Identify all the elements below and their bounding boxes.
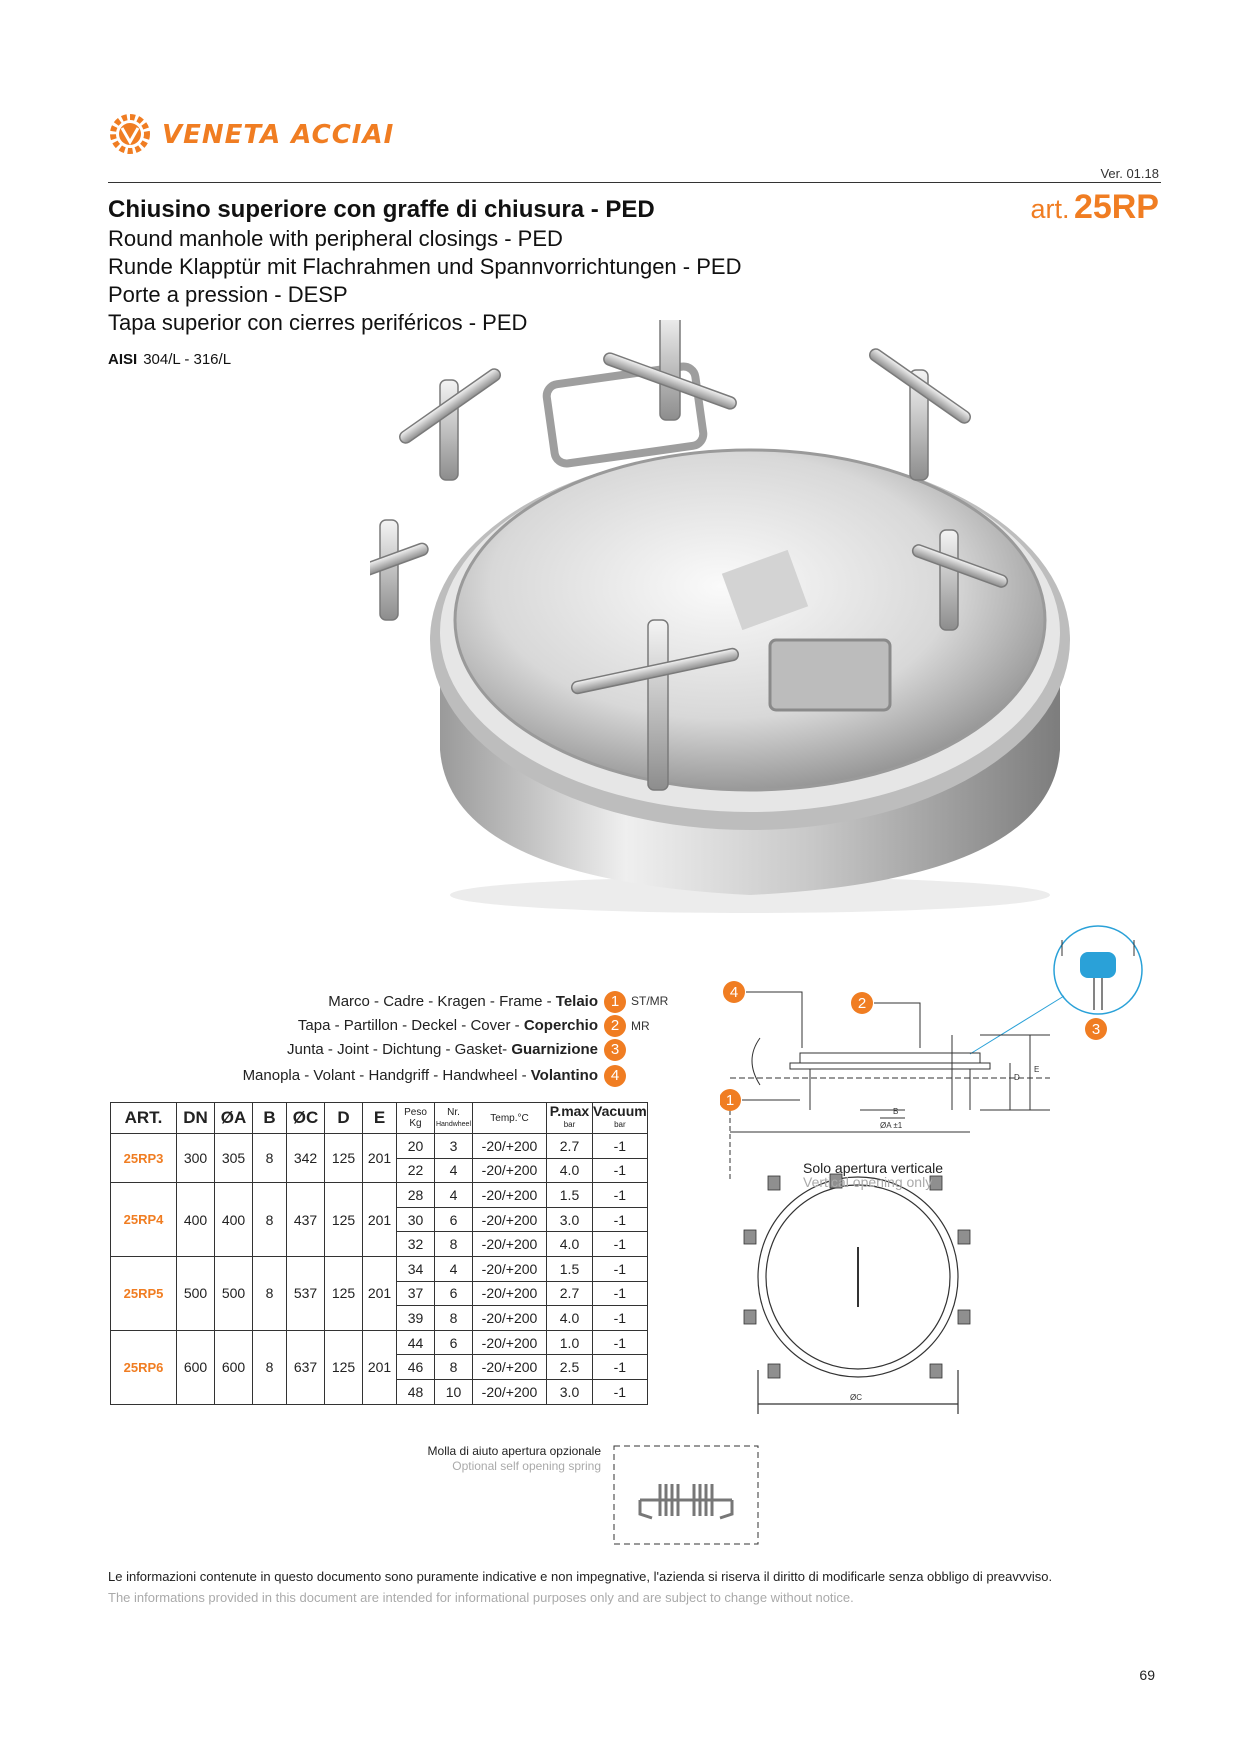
dim-cell-d: 125 <box>325 1183 363 1257</box>
cell-pmax: 2.7 <box>547 1281 593 1306</box>
technical-drawing <box>720 920 1160 1500</box>
col-e: E <box>363 1103 397 1134</box>
legend-bold: Coperchio <box>523 1017 598 1034</box>
cell-vac: -1 <box>593 1207 648 1232</box>
legend-text: Tapa - Partillon - Deckel - Cover - <box>297 1017 524 1034</box>
col-vacuum-label: Vacuum <box>593 1103 647 1119</box>
callout-4: 4 <box>729 984 739 1001</box>
dim-label-d: D <box>1014 1073 1020 1082</box>
title-it: Chiusino superiore con graffe di chiusura - PED <box>108 196 655 223</box>
brand-name: VENETA ACCIAI <box>162 120 395 150</box>
cell-temp: -20/+200 <box>473 1232 547 1257</box>
cell-pmax: 4.0 <box>547 1306 593 1331</box>
cell-peso: 28 <box>397 1183 435 1208</box>
dim-cell-dn: 500 <box>177 1256 215 1330</box>
legend-bold: Guarnizione <box>511 1041 598 1058</box>
cell-vac: -1 <box>593 1256 648 1281</box>
title-es: Tapa superior con cierres periféricos - PED <box>108 310 528 335</box>
callout-4-badge: 4 <box>604 1065 626 1087</box>
side-view <box>730 1035 1050 1180</box>
dim-cell-b: 8 <box>253 1256 287 1330</box>
cell-nr: 4 <box>435 1256 473 1281</box>
table-row <box>111 1256 648 1281</box>
dim-cell-a: 500 <box>215 1256 253 1330</box>
cell-temp: -20/+200 <box>473 1158 547 1183</box>
cell-temp: -20/+200 <box>473 1379 547 1404</box>
callout-2-badge: 2 <box>604 1015 626 1037</box>
cell-vac: -1 <box>593 1330 648 1355</box>
cell-pmax: 1.0 <box>547 1330 593 1355</box>
callout-3: 3 <box>1091 1021 1101 1038</box>
col-art: ART. <box>111 1103 177 1134</box>
dim-cell-dn: 600 <box>177 1330 215 1404</box>
cell-peso: 37 <box>397 1281 435 1306</box>
legend-text: Junta - Joint - Dichtung - Gasket- <box>287 1041 512 1058</box>
callout-1-badge: 1 <box>604 991 626 1013</box>
cell-temp: -20/+200 <box>473 1281 547 1306</box>
cell-pmax: 3.0 <box>547 1207 593 1232</box>
cell-vac: -1 <box>593 1306 648 1331</box>
vertical-opening-it: Solo apertura verticale <box>803 1160 944 1176</box>
cell-vac: -1 <box>593 1183 648 1208</box>
disclaimer-en: The informations provided in this document are intended for informational purposes only and are subject to change without notice. <box>108 1590 854 1605</box>
callout-2: 2 <box>857 995 867 1012</box>
callout-3-badge: 3 <box>604 1039 626 1061</box>
cell-temp: -20/+200 <box>473 1134 547 1159</box>
legend-item-frame <box>328 993 598 1010</box>
legend-tag: ST/MR <box>631 994 669 1008</box>
spring-illustration <box>612 1444 760 1546</box>
cell-temp: -20/+200 <box>473 1306 547 1331</box>
col-dn: DN <box>177 1103 215 1134</box>
dim-cell-a: 305 <box>215 1134 253 1183</box>
cell-pmax: 3.0 <box>547 1379 593 1404</box>
dim-cell-b: 8 <box>253 1134 287 1183</box>
col-vacuum-sub: bar <box>614 1120 626 1129</box>
vertical-opening-en: Vertical opening only <box>803 1174 933 1190</box>
col-d: D <box>325 1103 363 1134</box>
dim-cell-e: 201 <box>363 1183 397 1257</box>
col-pmax <box>547 1103 593 1134</box>
col-pmax-label: P.max <box>549 1103 590 1119</box>
dim-label-e: E <box>1034 1065 1040 1074</box>
spec-table-body <box>111 1134 648 1405</box>
cell-nr: 4 <box>435 1158 473 1183</box>
article-number: 25RP <box>1073 188 1159 226</box>
cell-pmax: 4.0 <box>547 1232 593 1257</box>
dim-cell-c: 537 <box>287 1256 325 1330</box>
legend-text: Marco - Cadre - Kragen - Frame - <box>328 993 556 1010</box>
cell-nr: 8 <box>435 1232 473 1257</box>
cell-temp: -20/+200 <box>473 1355 547 1380</box>
col-nr-label: Nr. <box>447 1106 460 1118</box>
dim-cell-b: 8 <box>253 1330 287 1404</box>
col-a: ØA <box>215 1103 253 1134</box>
manhole-photo <box>370 320 1130 920</box>
col-nr <box>435 1103 473 1134</box>
page-number: 69 <box>1139 1667 1155 1683</box>
dim-cell-d: 125 <box>325 1256 363 1330</box>
article-cell: 25RP6 <box>111 1330 177 1404</box>
legend-bold: Telaio <box>555 993 598 1010</box>
dim-label-c: ØC <box>850 1393 862 1402</box>
dim-cell-e: 201 <box>363 1256 397 1330</box>
cell-peso: 32 <box>397 1232 435 1257</box>
top-view <box>720 1177 958 1414</box>
cell-nr: 6 <box>435 1330 473 1355</box>
legend-text: Manopla - Volant - Handgriff - Handwheel - <box>242 1067 531 1084</box>
legend-item-handwheel <box>243 1067 598 1084</box>
dim-cell-c: 637 <box>287 1330 325 1404</box>
disclaimer-it: Le informazioni contenute in questo documento sono puramente indicative e non impegnative, l'azienda si riserva il diritto di modificarle senza obbligo di preavvviso. <box>108 1569 1053 1584</box>
col-nr-sub: Handwheel <box>435 1120 472 1128</box>
title-en: Round manhole with peripheral closings - PED <box>108 226 563 251</box>
article-cell: 25RP3 <box>111 1134 177 1183</box>
dim-cell-e: 201 <box>363 1134 397 1183</box>
dim-cell-b: 8 <box>253 1183 287 1257</box>
cell-nr: 6 <box>435 1207 473 1232</box>
dim-cell-a: 600 <box>215 1330 253 1404</box>
cell-vac: -1 <box>593 1281 648 1306</box>
cell-pmax: 1.5 <box>547 1183 593 1208</box>
cell-peso: 48 <box>397 1379 435 1404</box>
cell-nr: 8 <box>435 1355 473 1380</box>
dim-label-b: B <box>893 1107 899 1116</box>
article-code <box>1030 188 1159 227</box>
dim-cell-d: 125 <box>325 1330 363 1404</box>
dim-cell-d: 125 <box>325 1134 363 1183</box>
dim-cell-c: 342 <box>287 1134 325 1183</box>
callout-1: 1 <box>725 1092 735 1109</box>
cell-nr: 6 <box>435 1281 473 1306</box>
spring-label-en: Optional self opening spring <box>452 1459 601 1473</box>
spec-table <box>110 1102 648 1405</box>
cell-pmax: 1.5 <box>547 1256 593 1281</box>
cell-peso: 44 <box>397 1330 435 1355</box>
dim-cell-c: 437 <box>287 1183 325 1257</box>
cell-vac: -1 <box>593 1355 648 1380</box>
dim-cell-a: 400 <box>215 1183 253 1257</box>
cell-peso: 20 <box>397 1134 435 1159</box>
table-row <box>111 1134 648 1159</box>
cell-peso: 39 <box>397 1306 435 1331</box>
cell-temp: -20/+200 <box>473 1183 547 1208</box>
cell-pmax: 2.5 <box>547 1355 593 1380</box>
cell-vac: -1 <box>593 1134 648 1159</box>
version-label: Ver. 01.18 <box>1100 166 1159 181</box>
col-temp: Temp.°C <box>473 1103 547 1134</box>
table-row <box>111 1330 648 1355</box>
spring-label-it: Molla di aiuto apertura opzionale <box>427 1444 601 1458</box>
cell-nr: 3 <box>435 1134 473 1159</box>
article-prefix: art. <box>1030 194 1070 224</box>
cell-vac: -1 <box>593 1158 648 1183</box>
material-value: 304/L - 316/L <box>143 351 232 368</box>
cell-nr: 8 <box>435 1306 473 1331</box>
gear-logo-icon <box>108 112 156 156</box>
dim-label-a: ØA ±1 <box>880 1121 903 1130</box>
title-fr: Porte a pression - DESP <box>108 282 348 307</box>
cell-peso: 30 <box>397 1207 435 1232</box>
legend-bold: Volantino <box>530 1067 598 1084</box>
cell-peso: 22 <box>397 1158 435 1183</box>
cell-pmax: 2.7 <box>547 1134 593 1159</box>
cell-nr: 10 <box>435 1379 473 1404</box>
dim-cell-dn: 400 <box>177 1183 215 1257</box>
header-divider <box>108 182 1161 183</box>
cell-vac: -1 <box>593 1232 648 1257</box>
cell-nr: 4 <box>435 1183 473 1208</box>
cell-temp: -20/+200 <box>473 1330 547 1355</box>
col-b: B <box>253 1103 287 1134</box>
col-pmax-sub: bar <box>563 1120 576 1129</box>
cell-vac: -1 <box>593 1379 648 1404</box>
cell-peso: 34 <box>397 1256 435 1281</box>
table-header-row <box>111 1103 648 1134</box>
legend-tag: MR <box>631 1019 650 1033</box>
col-peso: Peso Kg <box>397 1103 435 1134</box>
table-row <box>111 1183 648 1208</box>
cell-pmax: 4.0 <box>547 1158 593 1183</box>
cell-temp: -20/+200 <box>473 1256 547 1281</box>
legend-item-cover <box>298 1017 598 1034</box>
dim-cell-e: 201 <box>363 1330 397 1404</box>
col-c: ØC <box>287 1103 325 1134</box>
title-de: Runde Klapptür mit Flachrahmen und Spannvorrichtungen - PED <box>108 254 742 279</box>
material-label: AISI <box>108 351 138 368</box>
cell-peso: 46 <box>397 1355 435 1380</box>
gasket-shape <box>1080 952 1116 978</box>
material-spec <box>108 351 231 368</box>
article-cell: 25RP5 <box>111 1256 177 1330</box>
legend-item-gasket <box>287 1041 598 1058</box>
col-vacuum <box>593 1103 648 1134</box>
dim-cell-dn: 300 <box>177 1134 215 1183</box>
article-cell: 25RP4 <box>111 1183 177 1257</box>
cell-temp: -20/+200 <box>473 1207 547 1232</box>
